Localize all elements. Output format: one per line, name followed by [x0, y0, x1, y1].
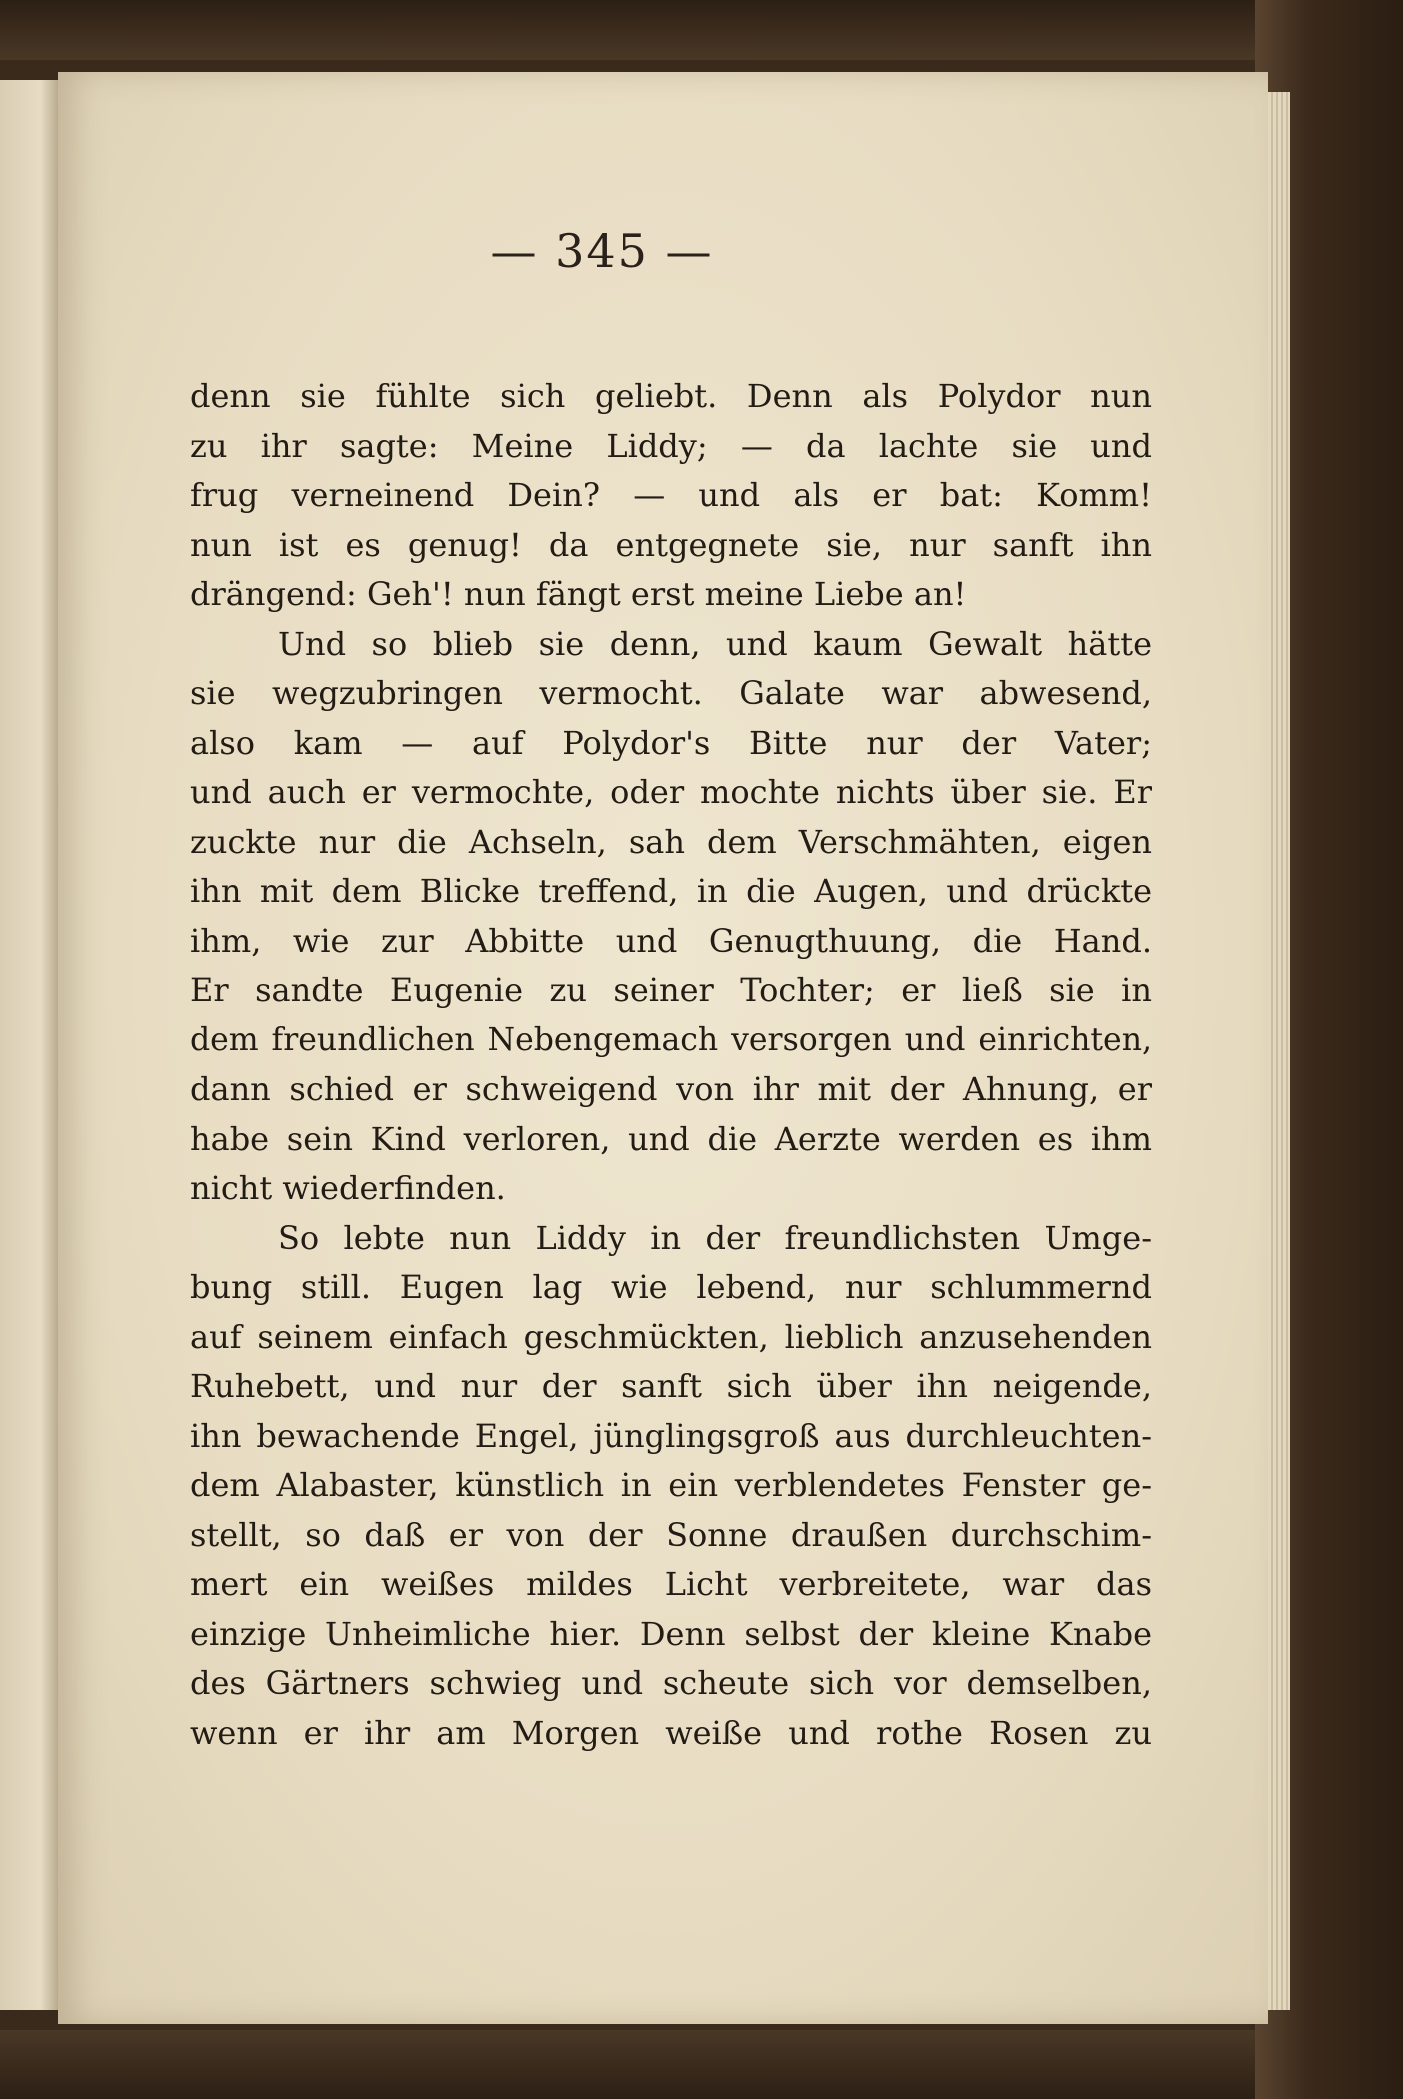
- text-line: mert ein weißes mildes Licht verbreitete, war das: [190, 1565, 1152, 1603]
- text-line: ihm, wie zur Abbitte und Genugthuung, die Hand.: [190, 921, 1152, 960]
- text-line: und auch er vermochte, oder mochte nichts über sie. Er: [190, 773, 1152, 811]
- book-cover-bottom: [0, 2030, 1403, 2099]
- text-line: Er sandte Eugenie zu seiner Tochter; er ließ sie in: [190, 971, 1152, 1009]
- text-line: dem Alabaster, künstlich in ein verblendetes Fenster ge-: [190, 1466, 1152, 1504]
- text-line: zuckte nur die Achseln, sah dem Verschmähten, eigen: [190, 822, 1152, 861]
- text-line: So lebte nun Liddy in der freundlichsten Umge-: [278, 1218, 1152, 1257]
- text-line: bung still. Eugen lag wie lebend, nur schlummernd: [190, 1268, 1152, 1306]
- text-line: denn sie fühlte sich geliebt. Denn als Polydor nun: [190, 377, 1152, 415]
- text-line: Ruhebett, und nur der sanft sich über ihn neigende,: [190, 1367, 1152, 1405]
- text-line: frug verneinend Dein? — und als er bat: Komm!: [190, 476, 1152, 514]
- text-line: nicht wiederfinden.: [190, 1169, 506, 1207]
- text-line: habe sein Kind verloren, und die Aerzte werden es ihm: [190, 1119, 1152, 1158]
- page-text: [190, 372, 1152, 1758]
- text-line: sie wegzubringen vermocht. Galate war abwesend,: [190, 674, 1152, 712]
- text-line: einzige Unheimliche hier. Denn selbst der kleine Knabe: [190, 1614, 1152, 1653]
- text-line: dem freundlichen Nebengemach versorgen und einrichten,: [190, 1021, 1152, 1058]
- text-line: stellt, so daß er von der Sonne draußen durchschim-: [190, 1515, 1152, 1554]
- text-line: des Gärtners schwieg und scheute sich vor demselben,: [190, 1664, 1152, 1702]
- text-line: dann schied er schweigend von ihr mit der Ahnung, er: [190, 1070, 1152, 1108]
- text-line: ihn bewachende Engel, jünglingsgroß aus durchleuchten-: [190, 1416, 1152, 1455]
- text-line: wenn er ihr am Morgen weiße und rothe Rosen zu: [190, 1713, 1152, 1752]
- book-page: [58, 72, 1268, 2024]
- book-cover-top: [0, 0, 1403, 60]
- text-line: auf seinem einfach geschmückten, lieblich anzusehenden: [190, 1317, 1152, 1356]
- text-line: nun ist es genug! da entgegnete sie, nur sanft ihn: [190, 525, 1152, 564]
- text-line: also kam — auf Polydor's Bitte nur der Vater;: [190, 723, 1152, 762]
- text-line: ihn mit dem Blicke treffend, in die Augen, und drückte: [190, 872, 1152, 910]
- text-line: zu ihr sagte: Meine Liddy; — da lachte sie und: [190, 426, 1152, 465]
- text-line: drängend: Geh'! nun fängt erst meine Liebe an!: [190, 575, 967, 613]
- facing-page-edge: [0, 80, 58, 2010]
- page-number: — 345 —: [490, 224, 714, 278]
- text-line: Und so blieb sie denn, und kaum Gewalt hätte: [278, 624, 1152, 663]
